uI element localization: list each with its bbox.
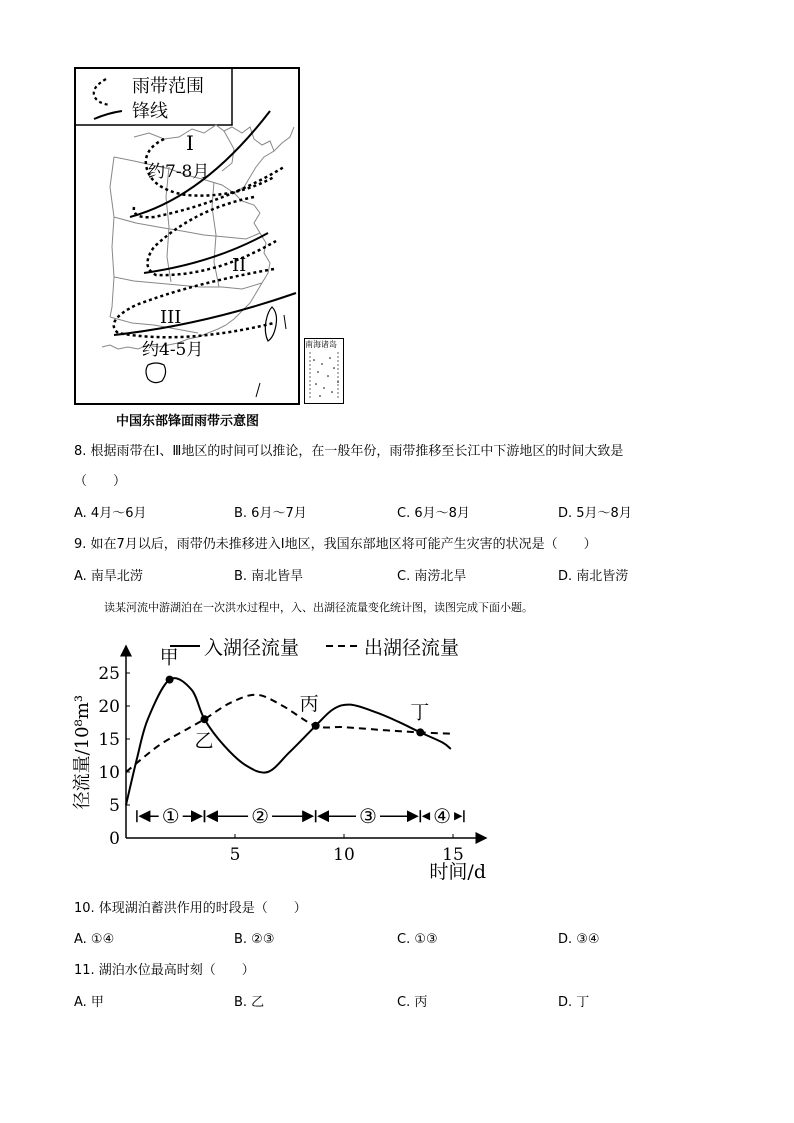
- question-10-option-c[interactable]: C. ①③: [397, 932, 438, 947]
- period-label: ③: [359, 804, 377, 829]
- runoff-chart: [70, 628, 510, 890]
- y-tick-label: 0: [109, 829, 120, 849]
- runoff-chart-svg: [70, 628, 510, 890]
- question-9-option-d[interactable]: D. 南北皆涝: [558, 569, 629, 584]
- question-9-stem: 9. 如在7月以后，雨带仍未推移进入Ⅰ地区，我国东部地区将可能产生灾害的状况是（ ）: [74, 537, 597, 552]
- question-8-option-c[interactable]: C. 6月～8月: [397, 506, 470, 521]
- region-1-label: I: [186, 131, 194, 155]
- y-tick-label: 20: [98, 697, 120, 717]
- legend-rain-belt-label: 雨带范围: [132, 76, 204, 97]
- marker-label: 丁: [410, 701, 430, 724]
- question-8-stem: 8. 根据雨带在Ⅰ、Ⅲ地区的时间可以推论，在一般年份，雨带推移至长江中下游地区的时间大致是: [74, 444, 624, 459]
- rain-belt-map: [74, 67, 300, 405]
- y-tick-label: 15: [98, 730, 120, 750]
- y-tick-label: 10: [98, 763, 120, 783]
- question-8-option-a[interactable]: A. 4月～6月: [74, 506, 147, 521]
- marker-point: [416, 728, 424, 736]
- y-axis-label: 径流量/10⁸m³: [72, 694, 93, 810]
- marker-label: 丙: [299, 692, 319, 715]
- period-label: ②: [251, 804, 270, 829]
- south-china-sea-inset: [304, 338, 344, 404]
- series-outflow-line: [126, 692, 451, 772]
- x-tick-label: 15: [442, 845, 464, 865]
- x-tick-label: 10: [333, 845, 355, 865]
- legend-inflow-label: 入湖径流量: [204, 637, 300, 659]
- question-11-option-c[interactable]: C. 丙: [397, 995, 428, 1010]
- marker-label: 甲: [159, 646, 179, 669]
- question-10-option-a[interactable]: A. ①④: [74, 932, 115, 947]
- question-8-option-b[interactable]: B. 6月～7月: [234, 506, 307, 521]
- region-3-time: 约4-5月: [142, 340, 204, 360]
- legend-front-label: 锋线: [132, 101, 168, 122]
- marker-label: 乙: [194, 730, 214, 753]
- y-tick-label: 25: [98, 664, 120, 684]
- question-11-option-d[interactable]: D. 丁: [558, 995, 590, 1010]
- question-9-option-a[interactable]: A. 南旱北涝: [74, 569, 143, 584]
- question-8-option-d[interactable]: D. 5月～8月: [558, 506, 632, 521]
- question-11-option-a[interactable]: A. 甲: [74, 995, 104, 1010]
- question-9-option-b[interactable]: B. 南北皆旱: [234, 569, 304, 584]
- series-inflow-line: [126, 678, 451, 805]
- question-10-option-d[interactable]: D. ③④: [558, 932, 600, 947]
- question-9-option-c[interactable]: C. 南涝北旱: [397, 569, 467, 584]
- marker-point: [312, 722, 320, 730]
- period-label: ④: [433, 804, 452, 829]
- map-caption: 中国东部锋面雨带示意图: [116, 414, 260, 429]
- question-8-paren: （ ）: [74, 474, 127, 489]
- question-10-option-b[interactable]: B. ②③: [234, 932, 275, 947]
- region-3-label: III: [160, 307, 182, 328]
- question-10-stem: 10. 体现湖泊蓄洪作用的时段是（ ）: [74, 901, 307, 916]
- inset-title: 南海诸岛: [305, 340, 337, 349]
- y-tick-label: 5: [109, 796, 120, 816]
- region-1-time: 约7-8月: [148, 162, 210, 182]
- reading-intro: 读某河流中游湖泊在一次洪水过程中，入、出湖径流量变化统计图，读图完成下面小题。: [104, 601, 533, 614]
- legend-outflow-label: 出湖径流量: [364, 637, 460, 659]
- marker-point: [166, 676, 174, 684]
- x-tick-label: 5: [229, 845, 241, 865]
- x-axis-label: 时间/d: [429, 861, 486, 883]
- region-2-label: II: [232, 255, 247, 276]
- marker-point: [200, 715, 208, 723]
- question-11-stem: 11. 湖泊水位最高时刻（ ）: [74, 963, 255, 978]
- question-11-option-b[interactable]: B. 乙: [234, 995, 265, 1010]
- period-label: ①: [161, 804, 180, 829]
